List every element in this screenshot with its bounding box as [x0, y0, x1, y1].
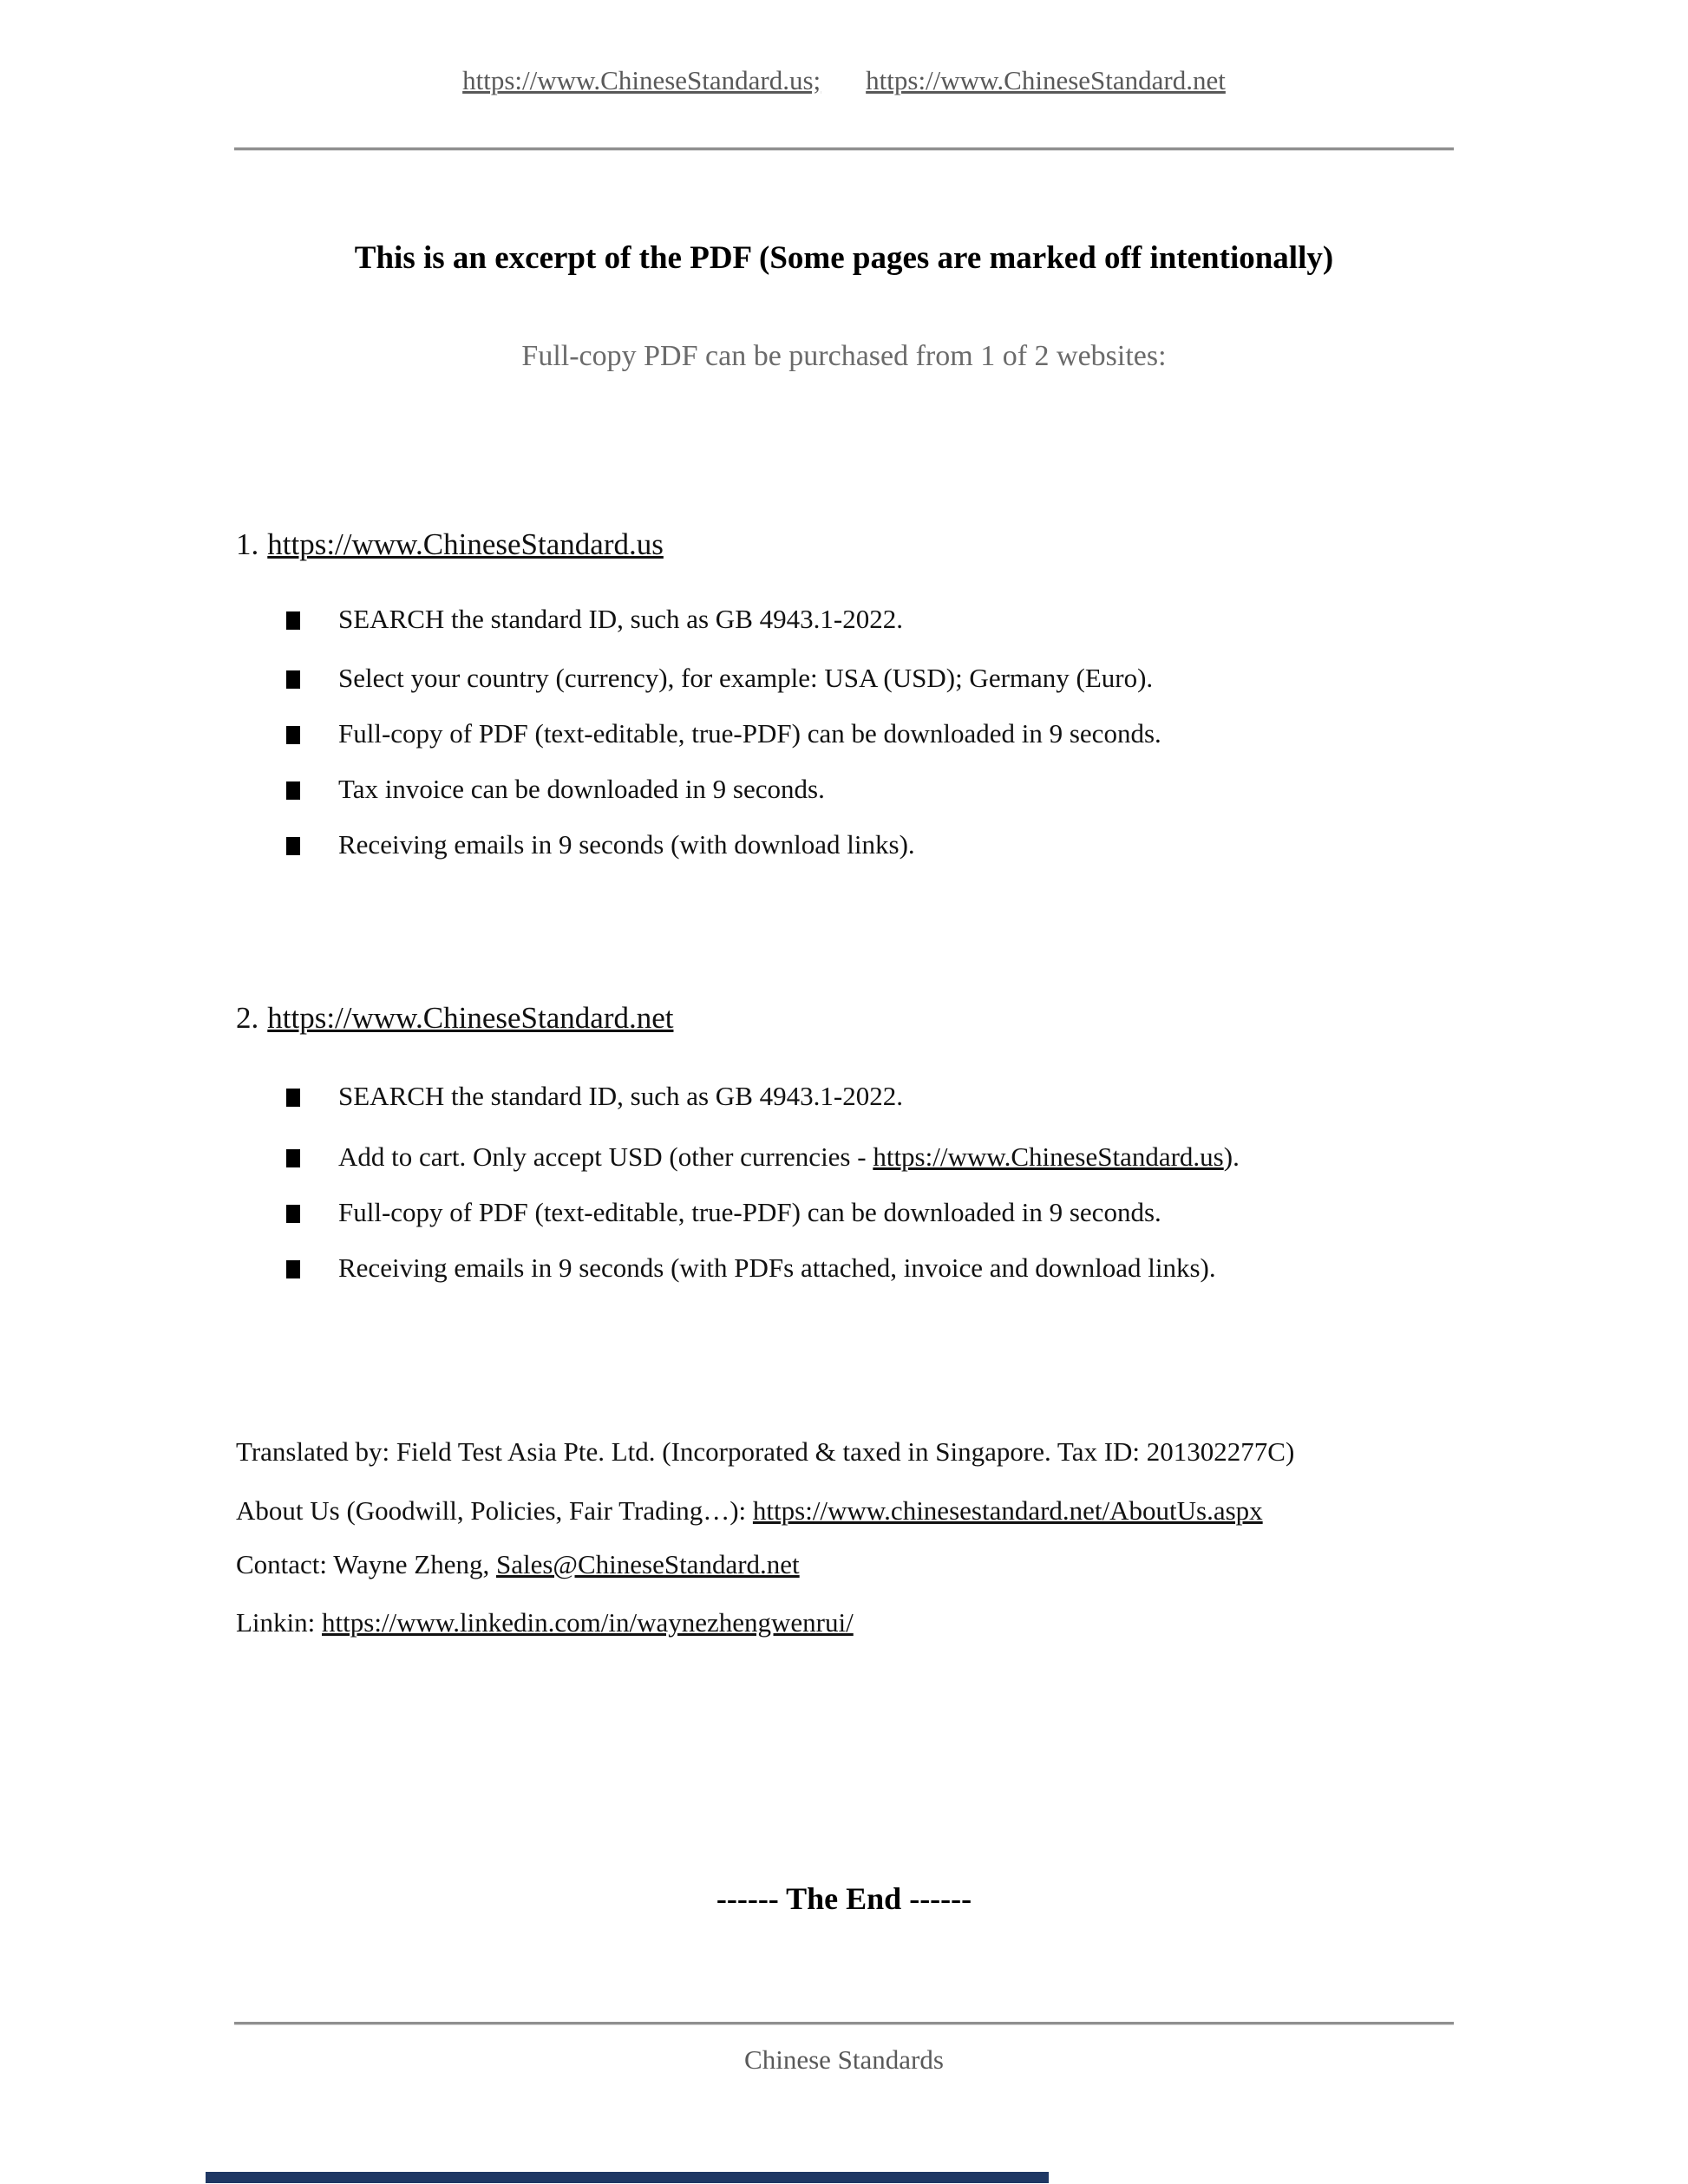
- about-us-line: [236, 1495, 1263, 1527]
- list-item: [286, 1141, 1240, 1173]
- bullet-text: Full-copy of PDF (text-editable, true-PDF) can be downloaded in 9 seconds.: [338, 1197, 1161, 1227]
- bullet-text: SEARCH the standard ID, such as GB 4943.1-2022.: [338, 1081, 903, 1111]
- page-subtitle: Full-copy PDF can be purchased from 1 of 2 websites:: [521, 340, 1167, 372]
- translated-by-line: [236, 1436, 1294, 1468]
- footer-label: Chinese Standards: [744, 2044, 944, 2075]
- bullet-square-icon: [286, 1089, 300, 1107]
- about-us-link[interactable]: https://www.chinesestandard.net/AboutUs.aspx: [752, 1495, 1263, 1526]
- linkedin-line: [236, 1607, 854, 1638]
- inline-link-chinesestandard-us[interactable]: https://www.ChineseStandard.us: [873, 1141, 1224, 1172]
- bullet-square-icon: [286, 1205, 300, 1223]
- bullet-square-icon: [286, 781, 300, 800]
- bullet-text: SEARCH the standard ID, such as GB 4943.1-2022.: [338, 604, 903, 634]
- bullet-square-icon: [286, 670, 300, 689]
- page-title: This is an excerpt of the PDF (Some pages are marked off intentionally): [354, 240, 1334, 276]
- bullet-square-icon: [286, 1149, 300, 1167]
- bullet-text: Full-copy of PDF (text-editable, true-PDF) can be downloaded in 9 seconds.: [338, 718, 1161, 749]
- footer-divider: [234, 2022, 1454, 2025]
- list-item: [286, 1252, 1216, 1284]
- header-divider: [234, 147, 1454, 151]
- header-link-us[interactable]: https://www.ChineseStandard.us;: [462, 65, 821, 95]
- bullet-text: Tax invoice can be downloaded in 9 seconds.: [338, 774, 825, 804]
- bullet-text: Receiving emails in 9 seconds (with PDFs attached, invoice and download links).: [338, 1252, 1216, 1283]
- bullet-square-icon: [286, 611, 300, 630]
- translated-by-text: Translated by: Field Test Asia Pte. Ltd. (Incorporated & taxed in Singapore. Tax ID: 201302277C): [236, 1436, 1295, 1467]
- bullet-square-icon: [286, 726, 300, 744]
- bullet-text-suffix: ).: [1223, 1141, 1240, 1172]
- linkedin-label: Linkin:: [236, 1607, 323, 1638]
- bullet-square-icon: [286, 1260, 300, 1278]
- section-2-number: 2.: [236, 1001, 259, 1035]
- list-item: [286, 663, 1153, 694]
- bullet-square-icon: [286, 837, 300, 855]
- about-us-label: About Us (Goodwill, Policies, Fair Trading…):: [236, 1495, 753, 1526]
- list-item: [286, 1197, 1161, 1228]
- list-item: [286, 1081, 903, 1112]
- list-item: [286, 774, 825, 805]
- list-item: [286, 718, 1161, 749]
- list-item: [286, 604, 903, 635]
- list-item: [286, 829, 915, 860]
- contact-line: [236, 1549, 800, 1580]
- section-1-number: 1.: [236, 527, 259, 561]
- header-link-net[interactable]: https://www.ChineseStandard.net: [866, 65, 1226, 95]
- section-2-link[interactable]: https://www.ChineseStandard.net: [267, 1001, 674, 1035]
- email-link[interactable]: Sales@ChineseStandard.net: [495, 1549, 800, 1579]
- redaction-bar: [206, 2172, 1049, 2183]
- the-end-text: ------ The End ------: [716, 1881, 972, 1916]
- section-1-heading: [236, 527, 664, 562]
- page-header: [0, 66, 1688, 95]
- section-1-link[interactable]: https://www.ChineseStandard.us: [267, 527, 664, 561]
- bullet-text: Add to cart. Only accept USD (other currencies -: [338, 1141, 873, 1172]
- contact-label: Contact: Wayne Zheng,: [236, 1549, 496, 1579]
- linkedin-link[interactable]: https://www.linkedin.com/in/waynezhengwenrui/: [322, 1607, 854, 1638]
- section-2-heading: [236, 1001, 673, 1036]
- bullet-text: Receiving emails in 9 seconds (with download links).: [338, 829, 915, 860]
- bullet-text: Select your country (currency), for example: USA (USD); Germany (Euro).: [338, 663, 1154, 693]
